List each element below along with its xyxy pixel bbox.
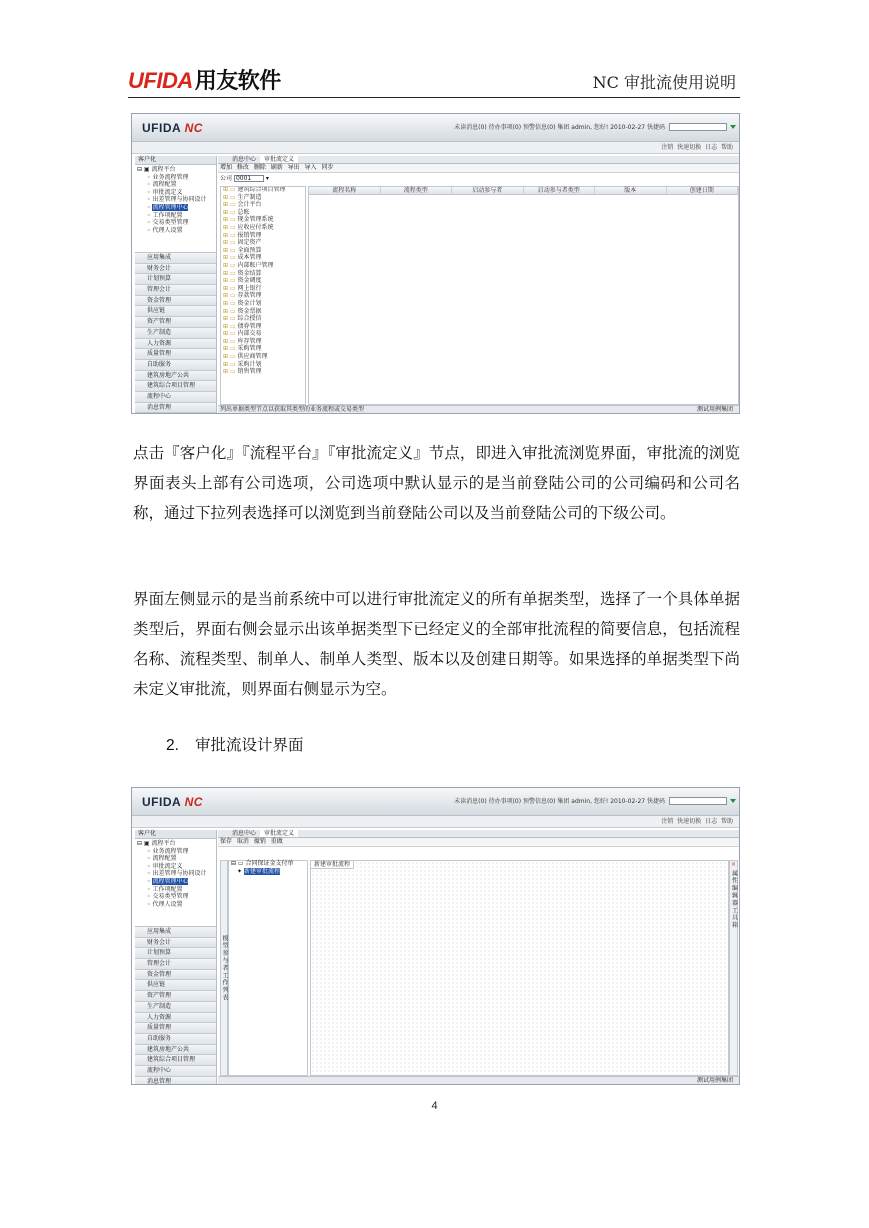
tree-item[interactable]: ⊟ ▣ 流程平台 — [137, 166, 176, 173]
design-canvas[interactable] — [310, 860, 729, 1076]
tree-item[interactable]: ◦ 交易类型管理 — [147, 893, 189, 901]
paragraph-2: 界面左侧显示的是当前系统中可以进行审批流定义的所有单据类型，选择了一个具体单据类型后，界面右侧会显示出该单据类型下已经定义的全部审批流程的简要信息，包括流程名称、流程类型、制单人、制单人类型、版本以及创建日期等。如果选择的单据类型下尚未定义审批流，则界面右侧显示为空。 — [133, 590, 740, 698]
ufida-logo: UFIDA用友软件 — [128, 68, 281, 93]
model-side-list[interactable]: 模型参与者工作列表 — [220, 860, 228, 1076]
type-item[interactable]: ⊞ ▭ 资金票据 — [221, 309, 305, 317]
main-panel — [218, 830, 739, 1084]
module-item[interactable]: 资产管理 — [135, 991, 216, 1002]
type-item[interactable]: ⊞ ▭ 建筑综合项目管理 — [221, 187, 305, 195]
module-item[interactable]: 资金管理 — [135, 970, 216, 981]
button-bar[interactable]: 保存 取消 撤销 重做 — [218, 838, 739, 847]
bill-type-tree — [220, 186, 306, 405]
tree-item[interactable]: ◦ 业务流程管理 — [147, 847, 189, 855]
module-item[interactable]: 应用集成 — [135, 253, 216, 264]
module-item[interactable]: 财务会计 — [135, 264, 216, 275]
tree-item[interactable]: ◦ 业务流程管理 — [147, 173, 189, 181]
module-item[interactable]: 质量管理 — [135, 1023, 216, 1034]
module-item[interactable]: 人力资源 — [135, 1013, 216, 1024]
type-item[interactable]: ⊞ ▭ 现金管理系统 — [221, 217, 305, 225]
module-item[interactable]: 自助服务 — [135, 360, 216, 371]
table-header — [309, 187, 738, 195]
type-item[interactable]: ⊞ ▭ 供应商管理 — [221, 354, 305, 362]
type-item[interactable]: ⊞ ▭ 采购管理 — [221, 346, 305, 354]
tree-item[interactable]: ◦ 交易类型管理 — [147, 219, 189, 227]
type-item[interactable]: ⊞ ▭ 资金结算 — [221, 271, 305, 279]
left-nav — [135, 156, 217, 413]
type-item[interactable]: ⊞ ▭ 应收应付系统 — [221, 225, 305, 233]
button-bar[interactable]: 增加 修改 删除 刷新 导出 导入 同步 — [218, 164, 739, 173]
tree-child-selected[interactable]: ✦ 新建审批流程 — [237, 867, 280, 875]
module-item[interactable]: 建筑综合项目管理 — [135, 381, 216, 392]
module-item[interactable]: 供应链 — [135, 980, 216, 991]
module-item[interactable]: 管理会计 — [135, 959, 216, 970]
type-item[interactable]: ⊞ ▭ 内部账户管理 — [221, 263, 305, 271]
tree-root[interactable]: ⊟ ▭ 合同保证金支付单 — [231, 860, 294, 867]
app-title-bar — [132, 114, 739, 142]
module-item[interactable]: 管理会计 — [135, 285, 216, 296]
col-header[interactable]: 启动参与者 — [452, 187, 524, 194]
tab-strip — [218, 156, 739, 164]
company-select[interactable]: 0001 — [234, 175, 264, 182]
status-info: 未读消息(0) 待办事项(0) 预警信息(0) 集团 admin, 您好! 2010-02-27 快捷码 — [454, 124, 665, 131]
top-actions — [132, 816, 739, 828]
main-panel — [218, 156, 739, 413]
module-list — [135, 927, 216, 1085]
left-nav — [135, 830, 217, 1084]
module-item[interactable]: 消息管理 — [135, 1077, 216, 1085]
app-logo: UFIDA NC — [142, 795, 203, 809]
module-item[interactable]: 应用集成 — [135, 927, 216, 938]
close-icon[interactable]: × — [730, 861, 737, 868]
module-item[interactable]: 资产管理 — [135, 317, 216, 328]
type-item[interactable]: ⊞ ▭ 采购计划 — [221, 362, 305, 370]
screenshot-approval-browse — [131, 113, 740, 414]
quick-code-input[interactable] — [669, 123, 727, 131]
section-heading: 2. 审批流设计界面 — [166, 736, 304, 754]
tree-item-selected[interactable]: ◦ 流程管理中心 — [147, 877, 189, 885]
type-item[interactable]: ⊞ ▭ 生产制造 — [221, 195, 305, 203]
app-title-bar — [132, 788, 739, 816]
tab-approval-def[interactable]: 审批流定义 — [260, 830, 298, 837]
tab-approval-def[interactable]: 审批流定义 — [260, 156, 298, 163]
type-item[interactable]: ⊞ ▭ 资金计划 — [221, 301, 305, 309]
module-item[interactable]: 供应链 — [135, 306, 216, 317]
type-item[interactable]: ⊞ ▭ 全面预算 — [221, 248, 305, 256]
screenshot-approval-design — [131, 787, 740, 1085]
col-header[interactable]: 创建日期 — [667, 187, 739, 194]
company-selector: 公司 0001 ▾ — [220, 175, 269, 182]
page-number: 4 — [431, 1100, 438, 1112]
quick-code-input[interactable] — [669, 797, 727, 805]
process-tree — [228, 860, 308, 1076]
tree-item[interactable]: ◦ 工作项配置 — [147, 211, 183, 219]
top-actions — [132, 142, 739, 154]
col-header[interactable]: 流程类型 — [381, 187, 453, 194]
module-item[interactable]: 计划预算 — [135, 948, 216, 959]
type-item[interactable]: ⊞ ▭ 债券管理 — [221, 324, 305, 332]
type-item[interactable]: ⊞ ▭ 库存管理 — [221, 339, 305, 347]
module-item[interactable]: 生产制造 — [135, 1002, 216, 1013]
type-item[interactable]: ⊞ ▭ 内部交易 — [221, 331, 305, 339]
document-header — [128, 62, 740, 98]
module-item[interactable]: 计划预算 — [135, 274, 216, 285]
tab-strip — [218, 830, 739, 838]
type-item[interactable]: ⊞ ▭ 固定资产 — [221, 240, 305, 248]
type-item[interactable]: ⊞ ▭ 成本管理 — [221, 255, 305, 263]
process-table — [308, 186, 739, 405]
type-item[interactable]: ⊞ ▭ 资金调度 — [221, 278, 305, 286]
type-item[interactable]: ⊞ ▭ 总账 — [221, 210, 305, 218]
module-list — [135, 253, 216, 413]
tree-item[interactable]: ◦ 代理人设置 — [147, 900, 183, 908]
nav-tree — [135, 839, 216, 927]
module-item[interactable]: 建筑房地产公共 — [135, 371, 216, 382]
document-title: NC 审批流使用说明 — [592, 73, 736, 92]
nav-head[interactable]: 客户化 — [135, 156, 216, 165]
tree-item[interactable]: ⊟ ▣ 流程平台 — [137, 840, 176, 847]
tab-messages[interactable]: 消息中心 — [232, 156, 257, 163]
module-item[interactable]: 自助服务 — [135, 1034, 216, 1045]
tree-item[interactable]: ◦ 流程配置 — [147, 855, 177, 863]
tree-item[interactable]: ◦ 审批流定义 — [147, 188, 183, 196]
col-header[interactable]: 流程名称 — [309, 187, 381, 194]
module-item[interactable]: 人力资源 — [135, 339, 216, 350]
tree-item[interactable]: ◦ 出差管理与协同设计 — [147, 870, 207, 878]
module-item[interactable]: 流程中心 — [135, 1066, 216, 1077]
type-item[interactable]: ⊞ ▭ 综合授信 — [221, 316, 305, 324]
tree-item[interactable]: ◦ 审批流定义 — [147, 862, 183, 870]
nav-tree — [135, 165, 216, 253]
tree-item[interactable]: ◦ 出差管理与协同设计 — [147, 196, 207, 204]
module-item[interactable]: 消息管理 — [135, 403, 216, 414]
col-header[interactable]: 启动参与者类型 — [524, 187, 596, 194]
type-item[interactable]: ⊞ ▭ 网上银行 — [221, 286, 305, 294]
tree-item[interactable]: ◦ 工作项配置 — [147, 885, 183, 893]
type-item[interactable]: ⊞ ▭ 存款管理 — [221, 293, 305, 301]
col-header[interactable]: 版本 — [595, 187, 667, 194]
module-item[interactable]: 财务会计 — [135, 938, 216, 949]
status-bar: 测试用例集团 — [218, 1076, 739, 1084]
canvas-tab[interactable]: 新建审批流程 — [311, 861, 354, 869]
actions-menu[interactable]: 注销 快速切换 日志 帮助 — [661, 818, 733, 825]
tab-messages[interactable]: 消息中心 — [232, 830, 257, 837]
nav-head[interactable]: 客户化 — [135, 830, 216, 839]
module-item[interactable]: 生产制造 — [135, 328, 216, 339]
module-item[interactable]: 质量管理 — [135, 349, 216, 360]
tool-panel[interactable]: × 属性编辑器工具箱 — [729, 860, 738, 1076]
status-bar: 列出单据类型节点以获取其类型的业务流程或交易类型 测试用例集团 — [218, 405, 739, 413]
type-item[interactable]: ⊞ ▭ 销售管理 — [221, 369, 305, 377]
tree-item-selected[interactable]: ◦ 流程管理中心 — [147, 203, 189, 211]
actions-menu[interactable]: 注销 快速切换 日志 帮助 — [661, 144, 733, 151]
type-item[interactable]: ⊞ ▭ 会计平台 — [221, 202, 305, 210]
paragraph-1: 点击『客户化』『流程平台』『审批流定义』节点，即进入审批流浏览界面，审批流的浏览界面表头上部有公司选项，公司选项中默认显示的是当前登陆公司的公司编码和公司名称，通过下拉列表选择可以浏览到当前登陆公司以及当前登陆公司的下级公司。 — [133, 444, 740, 522]
module-item[interactable]: 建筑综合项目管理 — [135, 1055, 216, 1066]
status-info: 未读消息(0) 待办事项(0) 预警信息(0) 集团 admin, 您好! 2010-02-27 快捷码 — [454, 798, 665, 805]
module-item[interactable]: 建筑房地产公共 — [135, 1045, 216, 1056]
module-item[interactable]: 资金管理 — [135, 296, 216, 307]
app-logo: UFIDA NC — [142, 121, 203, 135]
tree-item[interactable]: ◦ 代理人设置 — [147, 226, 183, 234]
tree-item[interactable]: ◦ 流程配置 — [147, 181, 177, 189]
type-item[interactable]: ⊞ ▭ 报销管理 — [221, 233, 305, 241]
module-item[interactable]: 流程中心 — [135, 392, 216, 403]
